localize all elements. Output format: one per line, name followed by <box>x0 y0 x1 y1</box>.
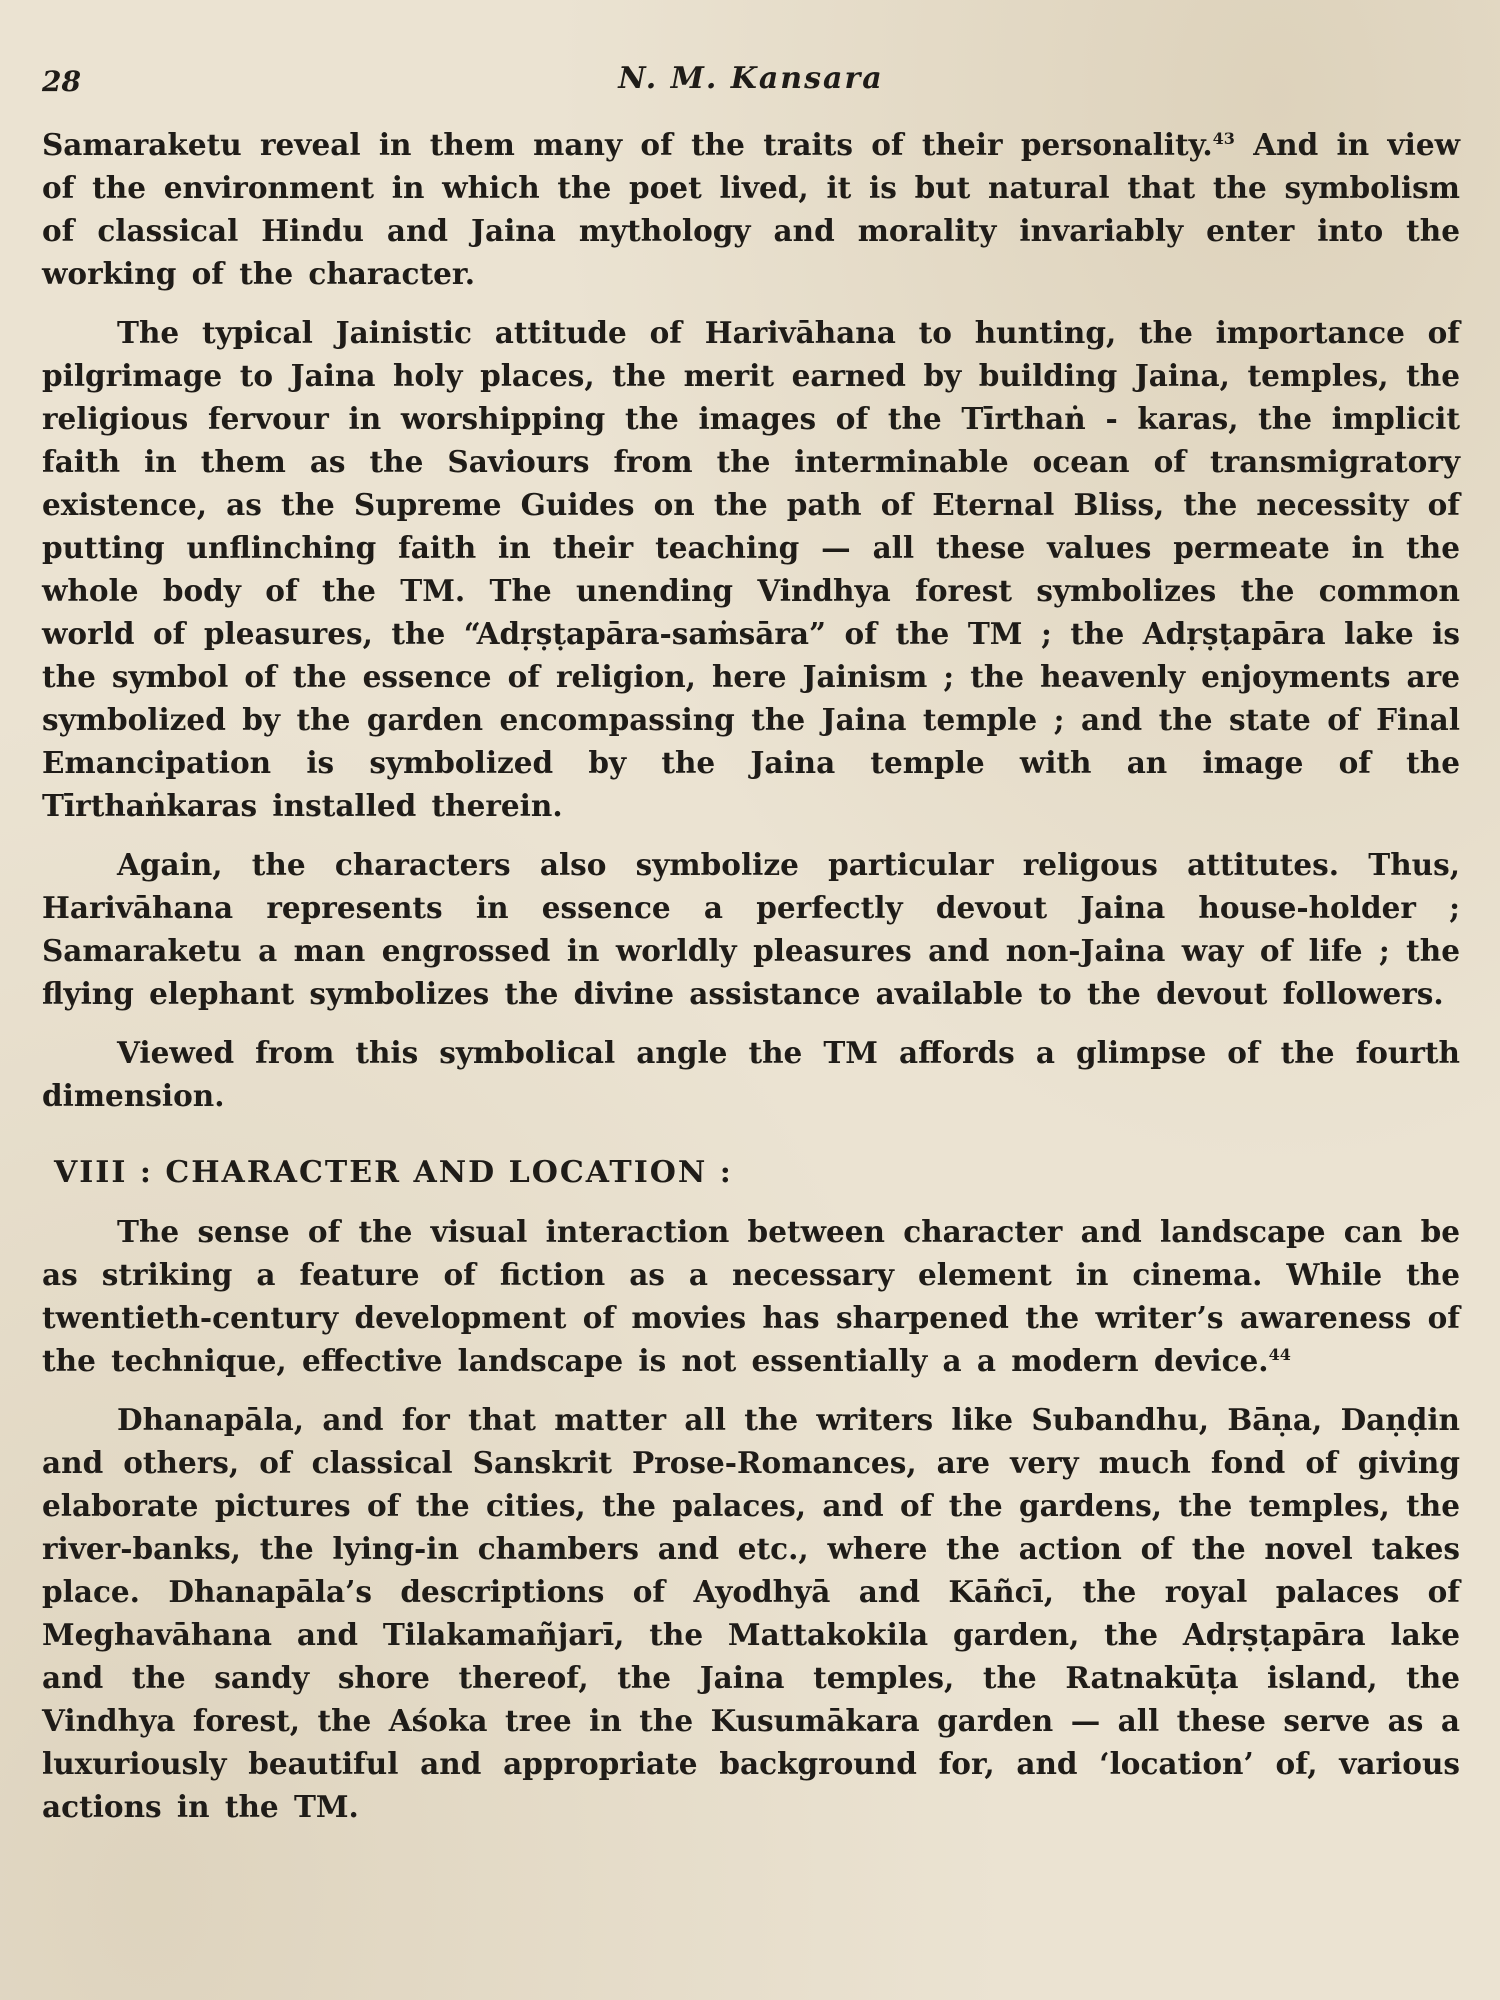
paragraph-5-text: The sense of the visual interaction between character and landscape can be as striking a feature of fiction as a necessary element in cinema. While the twentieth-century development of movies has sharpened the writer’s awareness of the technique, effective landscape is not essentially a a modern device. <box>42 1214 1460 1378</box>
footnote-ref-43: 43 <box>1212 129 1235 149</box>
running-header-author: N. M. Kansara <box>618 61 884 96</box>
paragraph-4: Viewed from this symbolical angle the TM affords a glimpse of the fourth dimension. <box>42 1035 1460 1113</box>
page-number: 28 <box>42 65 81 98</box>
body-text <box>42 123 1460 1828</box>
section-heading: VIII : CHARACTER AND LOCATION : <box>54 1155 733 1190</box>
paragraph-2: The typical Jainistic attitude of Harivāhana to hunting, the importance of pilgrimage to Jaina holy places, the merit earned by building Jaina, temples, the religious fervour in worshipping the images of the Tīrthaṅ - karas, the implicit faith in them as the Saviours from the interminable ocean of transmigratory existence, as the Supreme Guides on the path of Eternal Bliss, the necessity of putting unflinching faith in their teaching — all these values permeate in the whole body of the TM. The unending Vindhya forest symbolizes the common world of pleasures, the “Adṛṣṭapāra-saṁsāra” of the TM ; the Adṛṣṭapāra lake is the symbol of the essence of religion, here Jainism ; the heavenly enjoyments are symbolized by the garden encompassing the Jaina temple ; and the state of Final Emancipation is symbolized by the Jaina temple with an image of the Tīrthaṅkaras installed therein. <box>42 315 1460 823</box>
paragraph-1 <box>42 123 1460 295</box>
paragraph-1-text: Samaraketu reveal in them many of the traits of their personality. <box>42 127 1213 162</box>
paragraph-5 <box>42 1210 1460 1382</box>
paragraph-3: Again, the characters also symbolize particular religous attitutes. Thus, Harivāhana represents in essence a perfectly devout Jaina house-holder ; Samaraketu a man engrossed in worldly pleasures and non-Jaina way of life ; the flying elephant symbolizes the divine assistance available to the devout followers. <box>42 847 1460 1011</box>
paragraph-6: Dhanapāla, and for that matter all the writers like Subandhu, Bāṇa, Daṇḍin and others, of classical Sanskrit Prose-Romances, are very much fond of giving elaborate pictures of the cities, the palaces, and of the gardens, the temples, the river-banks, the lying-in chambers and etc., where the action of the novel takes place. Dhanapāla’s descriptions of Ayodhyā and Kāñcī, the royal palaces of Meghavāhana and Tilakamañjarī, the Mattakokila garden, the Adṛṣṭapāra lake and the sandy shore thereof, the Jaina temples, the Ratnakūṭa island, the Vindhya forest, the Aśoka tree in the Kusumākara garden — all these serve as a luxuriously beautiful and appropriate background for, and ‘location’ of, various actions in the TM. <box>42 1402 1460 1824</box>
running-header <box>42 55 1460 103</box>
paragraph-1-text-cont: And in view of the environment in which the poet lived, it is but natural that the symbolism of classical Hindu and Jaina mythology and morality invariably enter into the working of the character. <box>42 127 1460 291</box>
footnote-ref-44: 44 <box>1268 1345 1291 1365</box>
